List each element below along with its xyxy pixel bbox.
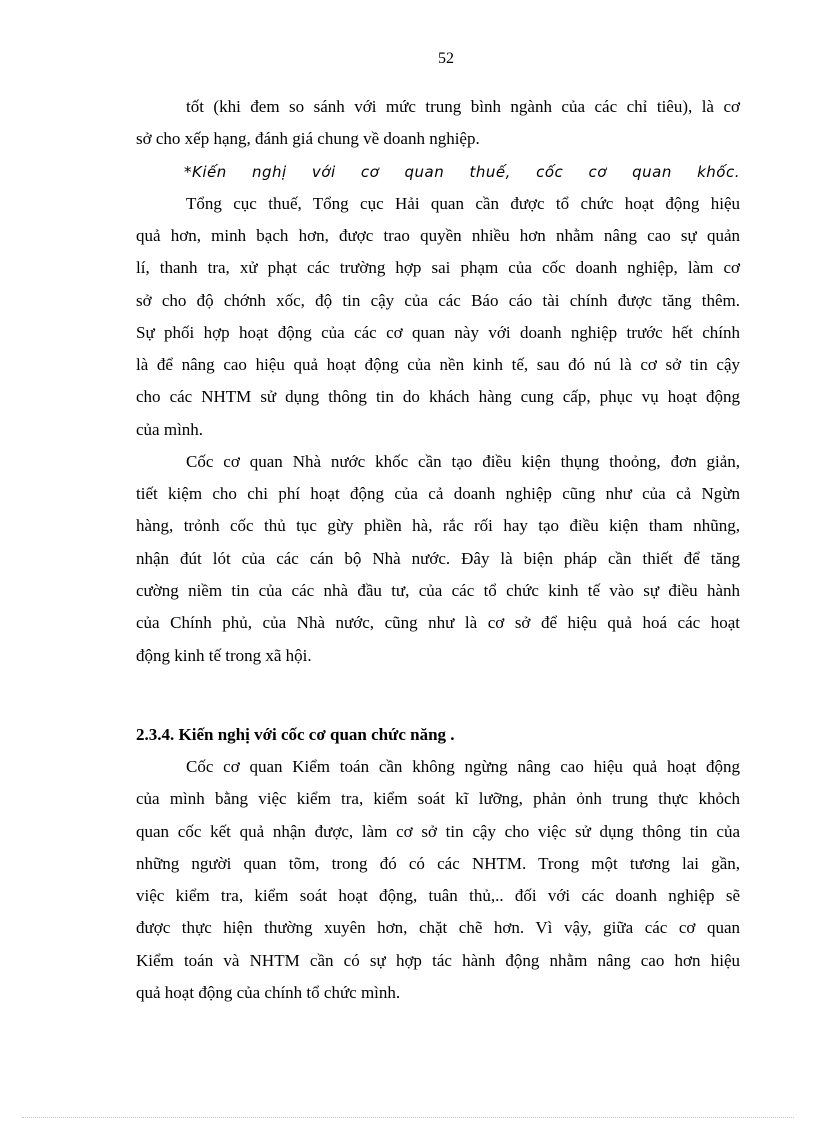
paragraph-2-line-8: của mình.: [136, 420, 204, 439]
paragraph-1-line-2: sở cho xếp hạng, đánh giá chung về doanh nghiệp.: [136, 129, 480, 148]
paragraph-3-line-6: của Chính phủ, của Nhà nước, cũng như là cơ sở để hiệu quả hoá các hoạt: [136, 613, 740, 632]
paragraph-4-line-2: của mình bằng việc kiểm tra, kiểm soát kĩ lưỡng, phản ỏnh trung thực khỏch: [136, 789, 740, 808]
subheading-tax-recommendation: *Kiến nghị với cơ quan thuế, cốc cơ quan khốc.: [184, 163, 740, 181]
paragraph-3-line-2: tiết kiệm cho chi phí hoạt động của cả doanh nghiệp cũng như của cả Ngừn: [136, 484, 740, 503]
paragraph-3-line-5: cường niềm tin của các nhà đầu tư, của các tổ chức kinh tế vào sự điều hành: [136, 581, 740, 600]
page-number: 52: [438, 50, 454, 67]
paragraph-2-line-2: quả hơn, minh bạch hơn, được trao quyền nhiều hơn nhằm nâng cao sự quản: [136, 226, 740, 245]
paragraph-2-line-4: sở cho độ chớnh xốc, độ tin cậy của các Báo cáo tài chính được tăng thêm.: [136, 291, 740, 310]
paragraph-4-line-5: việc kiểm tra, kiểm soát hoạt động, tuân thủ,.. đối với các doanh nghiệp sẽ: [136, 886, 740, 905]
paragraph-3-line-7: động kinh tế trong xã hội.: [136, 646, 312, 665]
paragraph-3-line-3: hàng, trỏnh cốc thủ tục gừy phiền hà, rắc rối hay tạo điều kiện tham nhũng,: [136, 516, 740, 535]
paragraph-4-line-4: những người quan tõm, trong đó có các NHTM. Trong một tương lai gần,: [136, 854, 740, 873]
paragraph-4-line-6: được thực hiện thường xuyên hơn, chặt chẽ hơn. Vì vậy, giữa các cơ quan: [136, 918, 740, 937]
paragraph-4-line-7: Kiểm toán và NHTM cần có sự hợp tác hành động nhằm nâng cao hơn hiệu: [136, 951, 740, 970]
paragraph-3-line-1: Cốc cơ quan Nhà nước khốc cần tạo điều kiện thụng thoỏng, đơn giản,: [186, 452, 740, 471]
paragraph-3-line-4: nhận đút lót của các cán bộ Nhà nước. Đây là biện pháp cần thiết để tăng: [136, 549, 740, 568]
paragraph-4-line-3: quan cốc kết quả nhận được, làm cơ sở tin cậy cho việc sử dụng thông tin của: [136, 822, 740, 841]
paragraph-4-line-1: Cốc cơ quan Kiểm toán cần không ngừng nâng cao hiệu quả hoạt động: [186, 757, 740, 776]
paragraph-2-line-3: lí, thanh tra, xử phạt các trường hợp sai phạm của cốc doanh nghiệp, làm cơ: [136, 258, 740, 277]
paragraph-2-line-5: Sự phối hợp hoạt động của các cơ quan này với doanh nghiệp trước hết chính: [136, 323, 740, 342]
paragraph-2-line-7: cho các NHTM sử dụng thông tin do khách hàng cung cấp, phục vụ hoạt động: [136, 387, 740, 406]
page-bottom-border: [22, 1117, 794, 1118]
paragraph-2-line-1: Tổng cục thuế, Tổng cục Hải quan cần được tổ chức hoạt động hiệu: [186, 194, 740, 213]
section-heading: 2.3.4. Kiến nghị với cốc cơ quan chức năng .: [136, 725, 455, 744]
paragraph-4-line-8: quả hoạt động của chính tổ chức mình.: [136, 983, 401, 1002]
paragraph-2-line-6: là để nâng cao hiệu quả hoạt động của nền kinh tế, sau đó nú là cơ sở tin cậy: [136, 355, 740, 374]
paragraph-1-line-1: tốt (khi đem so sánh với mức trung bình ngành của các chỉ tiêu), là cơ: [186, 97, 740, 116]
